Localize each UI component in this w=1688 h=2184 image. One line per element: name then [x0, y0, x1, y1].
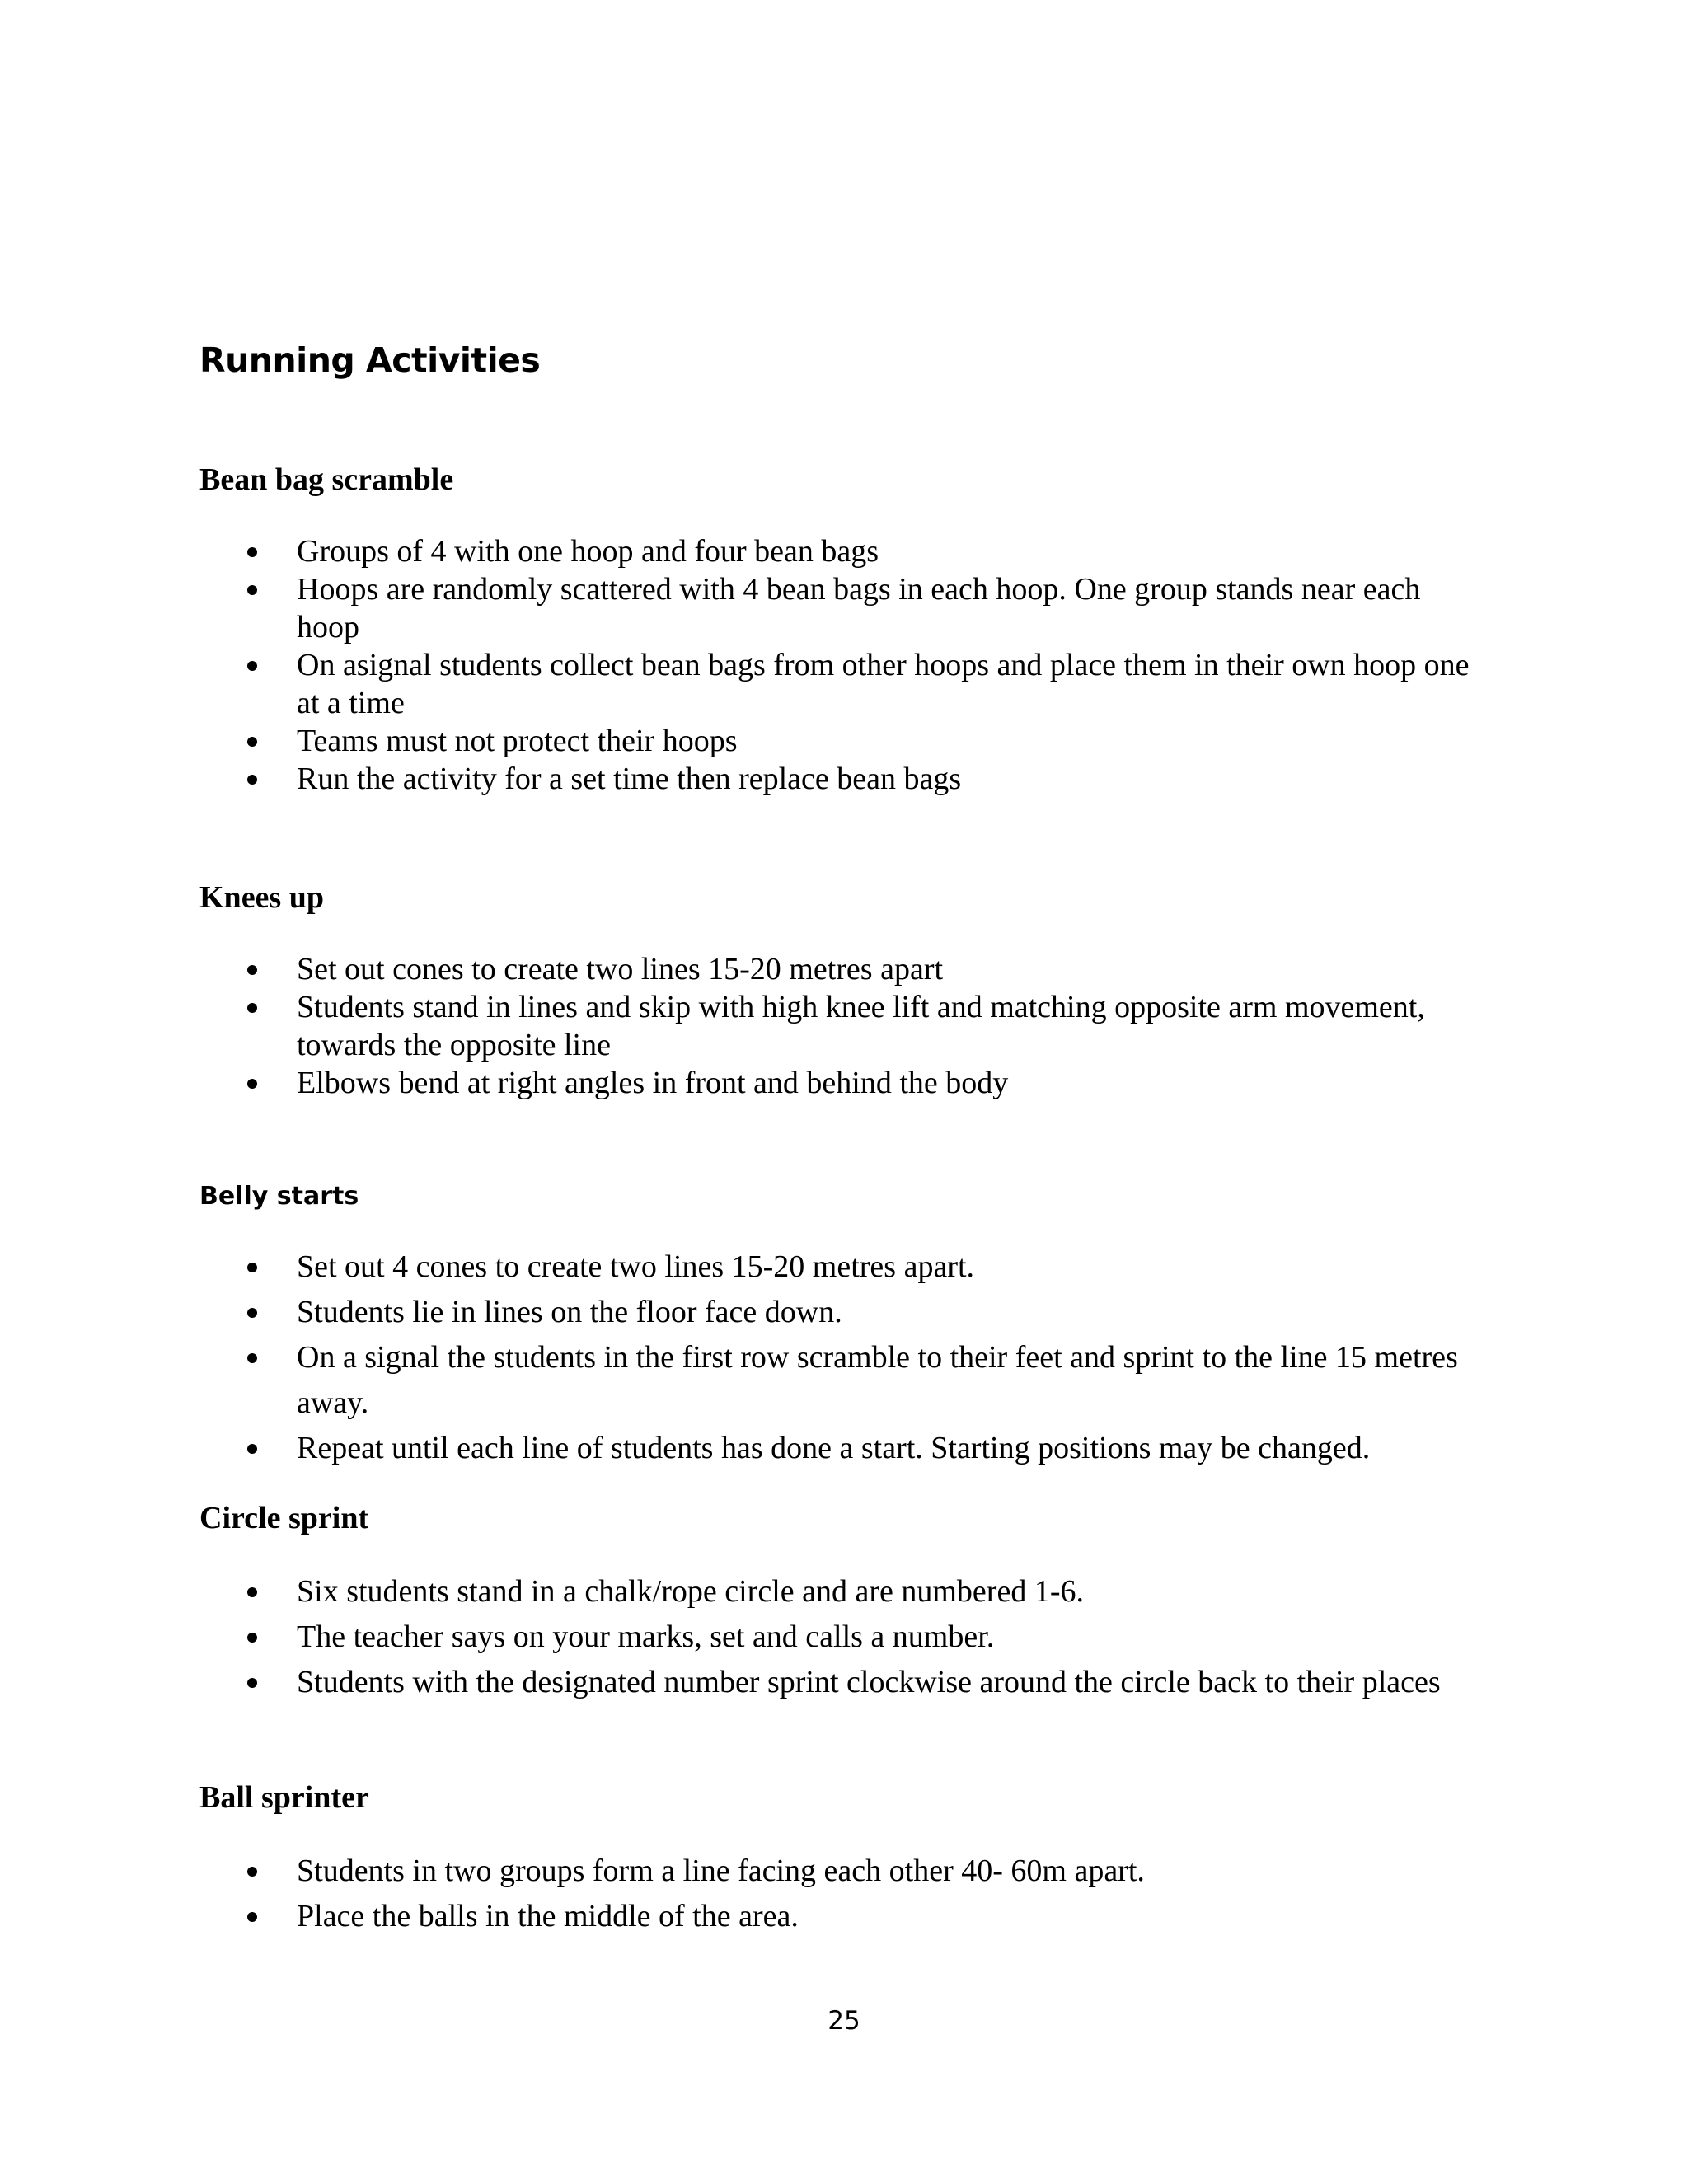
list-item: Hoops are randomly scattered with 4 bean bags in each hoop. One group stands near each hoop	[199, 570, 1485, 646]
list-item: Repeat until each line of students has done a start. Starting positions may be changed.	[199, 1426, 1469, 1471]
bullet-list	[199, 1849, 1485, 1939]
list-item: Students in two groups form a line facing each other 40- 60m apart.	[199, 1849, 1485, 1894]
list-item: Place the balls in the middle of the area.	[199, 1894, 1485, 1939]
list-item: Elbows bend at right angles in front and behind the body	[199, 1064, 1485, 1102]
list-item: Set out cones to create two lines 15-20 metres apart	[199, 950, 1485, 988]
section-circle-sprint	[199, 1498, 1551, 1705]
section-heading: Bean bag scramble	[199, 462, 454, 497]
section-heading: Belly starts	[199, 1182, 359, 1211]
bullet-list	[199, 1244, 1469, 1471]
bullet-list	[199, 532, 1485, 798]
bullet-list	[199, 1569, 1452, 1705]
section-bean-bag-scramble	[199, 460, 1551, 798]
section-heading: Knees up	[199, 880, 324, 915]
list-item: Groups of 4 with one hoop and four bean bags	[199, 532, 1485, 570]
section-knees-up	[199, 878, 1551, 1102]
list-item: Run the activity for a set time then replace bean bags	[199, 760, 1485, 798]
list-item: On a signal the students in the first row scramble to their feet and sprint to the line 15 metres away.	[199, 1335, 1469, 1426]
list-item: Students lie in lines on the floor face down.	[199, 1290, 1469, 1335]
section-heading: Circle sprint	[199, 1501, 369, 1535]
section-ball-sprinter	[199, 1778, 1551, 1939]
list-item: Set out 4 cones to create two lines 15-20 metres apart.	[199, 1244, 1469, 1290]
list-item: The teacher says on your marks, set and calls a number.	[199, 1615, 1452, 1660]
list-item: On asignal students collect bean bags from other hoops and place them in their own hoop one at a time	[199, 646, 1485, 722]
list-item: Students stand in lines and skip with high knee lift and matching opposite arm movement, towards the opposite line	[199, 988, 1485, 1064]
page-number: 25	[828, 2006, 860, 2036]
section-heading: Ball sprinter	[199, 1780, 369, 1815]
list-item: Students with the designated number sprint clockwise around the circle back to their places	[199, 1660, 1452, 1705]
section-belly-starts	[199, 1180, 1551, 1471]
list-item: Teams must not protect their hoops	[199, 722, 1485, 760]
bullet-list	[199, 950, 1485, 1102]
list-item: Six students stand in a chalk/rope circle and are numbered 1-6.	[199, 1569, 1452, 1615]
page-title: Running Activities	[199, 340, 541, 380]
